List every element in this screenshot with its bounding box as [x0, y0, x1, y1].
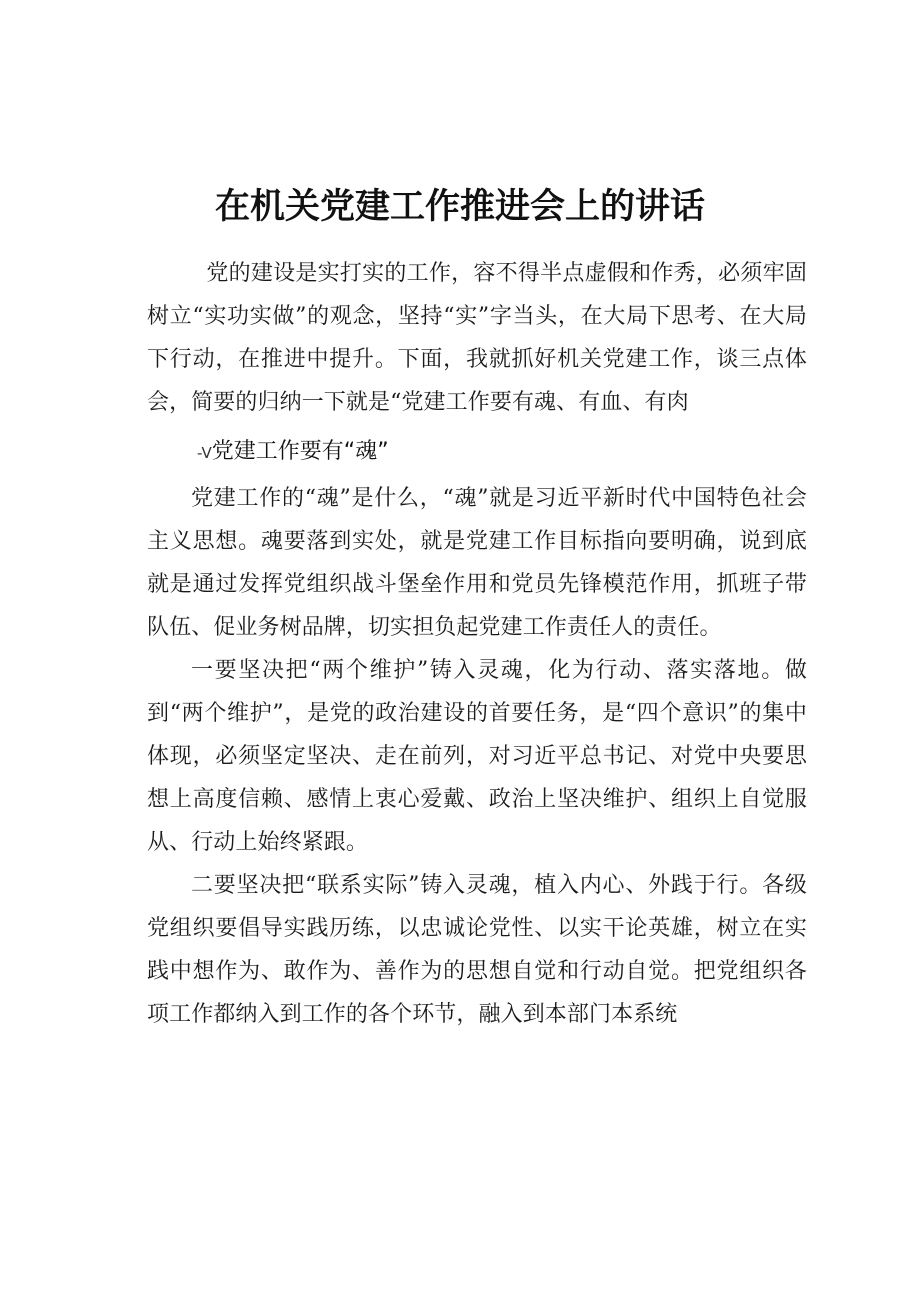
intro-paragraph: 党的建设是实打实的工作，容不得半点虚假和作秀，必须牢固树立“实功实做”的观念，坚持“实”字当头，在大局下思考、在大局下行动，在推进中提升。下面，我就抓好机关党建工作，谈三点体会，简要的归纳一下就是“党建工作要有魂、有血、有肉: [147, 261, 807, 415]
document-body: [147, 252, 807, 1036]
section-number: -V: [197, 444, 212, 462]
body-paragraph: 党建工作的“魂”是什么，“魂”就是习近平新时代中国特色社会主义思想。魂要落到实处，就是党建工作目标指向要明确，说到底就是通过发挥党组织战斗堡垒作用和党员先锋模范作用，抓班子带队伍、促业务树品牌，切实担负起党建工作责任人的责任。: [147, 486, 807, 640]
body-paragraph: 二要坚决把“联系实际”铸入灵魂，植入内心、外践于行。各级党组织要倡导实践历练，以忠诚论党性、以实干论英雄，树立在实践中想作为、敢作为、善作为的思想自觉和行动自觉。把党组织各项工作都纳入到工作的各个环节，融入到本部门本系统: [147, 873, 807, 1027]
page-title: 在机关党建工作推进会上的讲话: [214, 187, 705, 228]
body-paragraph: 一要坚决把“两个维护”铸入灵魂，化为行动、落实落地。做到“两个维护”，是党的政治建设的首要任务，是“四个意识”的集中体现，必须坚定坚决、走在前列，对习近平总书记、对党中央要思想上高度信赖、感情上衷心爱戴、政治上坚决维护、组织上自觉服从、行动上始终紧跟。: [147, 658, 807, 855]
section-heading-text: 党建工作要有“魂”: [211, 439, 389, 464]
section-heading: [147, 428, 807, 477]
